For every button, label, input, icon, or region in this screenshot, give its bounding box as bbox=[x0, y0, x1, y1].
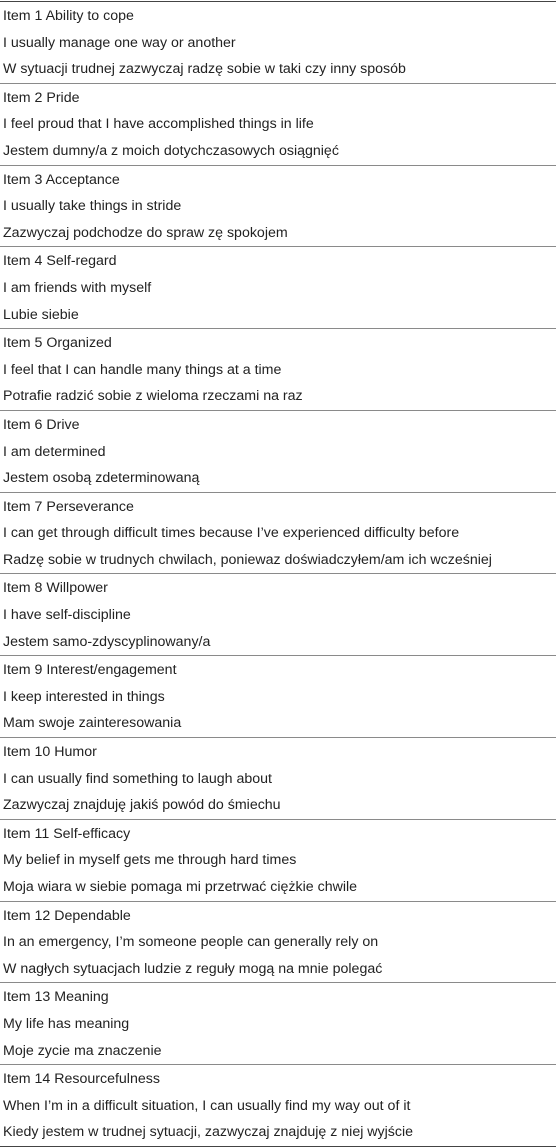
item-polish-text: Jestem dumny/a z moich dotychczasowych osiągnięć bbox=[3, 142, 339, 159]
item-title: Item 6 Drive bbox=[3, 416, 80, 433]
item-title: Item 8 Willpower bbox=[3, 580, 108, 597]
item-group bbox=[0, 411, 556, 493]
item-group bbox=[0, 738, 556, 820]
item-group bbox=[0, 2, 556, 84]
item-title: Item 11 Self-efficacy bbox=[3, 825, 131, 842]
item-polish-text: Mam swoje zainteresowania bbox=[3, 715, 182, 732]
item-english-text: I feel that I can handle many things at a time bbox=[3, 361, 282, 378]
item-title: Item 1 Ability to cope bbox=[3, 8, 134, 24]
item-group bbox=[0, 1065, 556, 1147]
item-polish-text: Radzę sobie w trudnych chwilach, poniewaz doświadczyłem/am ich wcześniej bbox=[3, 551, 492, 568]
item-group bbox=[0, 329, 556, 411]
item-english-text: I keep interested in things bbox=[3, 688, 165, 705]
item-title: Item 9 Interest/engagement bbox=[3, 662, 177, 679]
item-polish-text: Moja wiara w siebie pomaga mi przetrwać ciężkie chwile bbox=[3, 879, 358, 895]
item-english-text: In an emergency, I’m someone people can generally rely on bbox=[3, 934, 379, 951]
item-title: Item 4 Self-regard bbox=[3, 253, 117, 270]
item-english-text: I feel proud that I have accomplished things in life bbox=[3, 116, 314, 133]
item-group bbox=[0, 656, 556, 738]
item-english-text: I can usually find something to laugh about bbox=[3, 770, 272, 787]
item-english-text: I can get through difficult times because I’ve experienced difficulty before bbox=[3, 525, 460, 542]
item-polish-text: W nagłych sytuacjach ludzie z reguły mogą na mnie polegać bbox=[3, 960, 383, 977]
item-title: Item 13 Meaning bbox=[3, 989, 109, 1006]
item-polish-text: Potrafie radzić sobie z wieloma rzeczami na raz bbox=[3, 388, 303, 405]
item-polish-text: Zazwyczaj znajduję jakiś powód do śmiechu bbox=[3, 797, 281, 814]
item-polish-text: Kiedy jestem w trudnej sytuacji, zazwyczaj znajduję z niej wyjście bbox=[3, 1124, 414, 1141]
item-group bbox=[0, 983, 556, 1065]
item-polish-text: W sytuacji trudnej zazwyczaj radzę sobie w taki czy inny sposób bbox=[3, 61, 406, 78]
item-title: Item 2 Pride bbox=[3, 89, 80, 106]
item-english-text: When I’m in a difficult situation, I can usually find my way out of it bbox=[3, 1097, 411, 1114]
item-group bbox=[0, 902, 556, 984]
item-english-text: My belief in myself gets me through hard times bbox=[3, 852, 297, 869]
item-english-text: I have self-discipline bbox=[3, 607, 131, 624]
item-title: Item 7 Perseverance bbox=[3, 498, 134, 515]
item-english-text: My life has meaning bbox=[3, 1015, 130, 1032]
item-group bbox=[0, 493, 556, 575]
item-title: Item 12 Dependable bbox=[3, 907, 131, 924]
item-title: Item 10 Humor bbox=[3, 744, 97, 761]
item-polish-text: Jestem osobą zdeterminowaną bbox=[3, 470, 200, 487]
item-group bbox=[0, 574, 556, 656]
item-title: Item 14 Resourcefulness bbox=[3, 1071, 160, 1088]
item-group bbox=[0, 820, 556, 902]
item-group bbox=[0, 247, 556, 329]
item-english-text: I am determined bbox=[3, 443, 106, 460]
item-polish-text: Lubie siebie bbox=[3, 306, 79, 323]
item-title: Item 3 Acceptance bbox=[3, 171, 120, 188]
item-english-text: I am friends with myself bbox=[3, 279, 152, 296]
item-polish-text: Zazwyczaj podchodze do spraw zę spokojem bbox=[3, 224, 288, 241]
item-english-text: I usually manage one way or another bbox=[3, 34, 236, 51]
item-group bbox=[0, 166, 556, 248]
item-english-text: I usually take things in stride bbox=[3, 198, 182, 215]
item-polish-text: Jestem samo-zdyscyplinowany/a bbox=[3, 633, 211, 650]
item-polish-text: Moje zycie ma znaczenie bbox=[3, 1042, 162, 1059]
item-title: Item 5 Organized bbox=[3, 335, 112, 352]
item-group bbox=[0, 84, 556, 166]
